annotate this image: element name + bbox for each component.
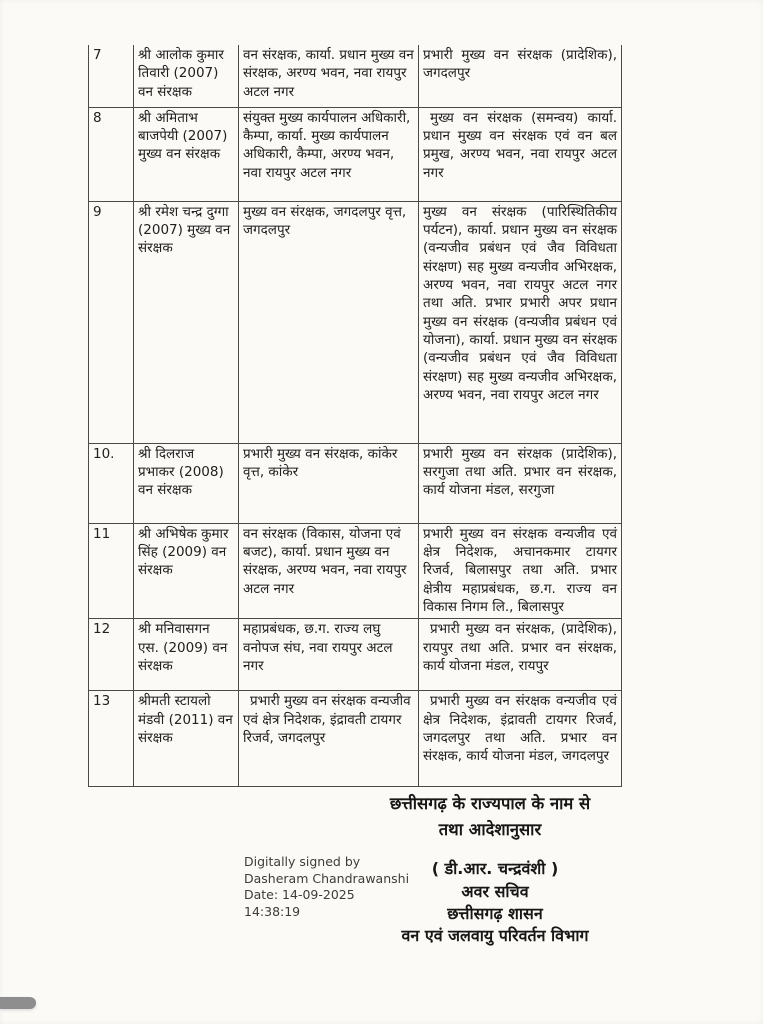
digital-signature-line: Dasheram Chandrawanshi bbox=[244, 870, 410, 886]
cell-serial-number: 12 bbox=[89, 619, 134, 691]
cell-current-posting: प्रभारी मुख्य वन संरक्षक वन्यजीव एवं क्षेत्र निदेशक, इंद्रावती टायगर रिजर्व, जगदलपुर bbox=[239, 691, 419, 787]
cell-officer-name: श्री अभिषेक कुमार सिंह (2009) वन संरक्षक bbox=[134, 523, 239, 619]
table-row bbox=[89, 201, 622, 443]
cell-officer-name: श्री दिलराज प्रभाकर (2008) वन संरक्षक bbox=[134, 443, 239, 523]
table-row bbox=[89, 443, 622, 523]
table-row bbox=[89, 691, 622, 787]
cell-current-posting: महाप्रबंधक, छ.ग. राज्य लघु वनोपज संघ, नवा रायपुर अटल नगर bbox=[239, 619, 419, 691]
order-authority-line2: तथा आदेशानुसार bbox=[438, 820, 542, 840]
cell-new-posting: प्रभारी मुख्य वन संरक्षक (प्रादेशिक), जगदलपुर bbox=[419, 45, 622, 107]
table-row bbox=[89, 523, 622, 619]
signatory-title: अवर सचिव bbox=[461, 882, 529, 902]
cell-officer-name: श्री अमिताभ बाजपेयी (2007) मुख्य वन संरक्षक bbox=[134, 107, 239, 201]
cell-new-posting: मुख्य वन संरक्षक (समन्वय) कार्या. प्रधान मुख्य वन संरक्षक एवं वन बल प्रमुख, अरण्य भवन, नवा रायपुर अटल नगर bbox=[419, 107, 622, 201]
cell-serial-number: 13 bbox=[89, 691, 134, 787]
cell-serial-number: 8 bbox=[89, 107, 134, 201]
cell-new-posting: प्रभारी मुख्य वन संरक्षक (प्रादेशिक), सरगुजा तथा अति. प्रभार वन संरक्षक, कार्य योजना मंडल, सरगुजा bbox=[419, 443, 622, 523]
digital-signature-line: Digitally signed by bbox=[244, 854, 361, 869]
cell-officer-name: श्री रमेश चन्द्र दुग्गा (2007) मुख्य वन संरक्षक bbox=[134, 201, 239, 443]
cell-officer-name: श्रीमती स्टायलो मंडवी (2011) वन संरक्षक bbox=[134, 691, 239, 787]
order-authority-heading bbox=[340, 791, 640, 843]
cell-serial-number: 11 bbox=[89, 523, 134, 619]
cell-serial-number: 7 bbox=[89, 45, 134, 107]
order-authority-line1: छत्तीसगढ़ के राज्यपाल के नाम से bbox=[389, 794, 591, 813]
transfer-order-table bbox=[88, 45, 622, 787]
cell-current-posting: मुख्य वन संरक्षक, जगदलपुर वृत्त, जगदलपुर bbox=[239, 201, 419, 443]
table-row bbox=[89, 619, 622, 691]
cell-new-posting: मुख्य वन संरक्षक (पारिस्थितिकीय पर्यटन), कार्या. प्रधान मुख्य वन संरक्षक (वन्यजीव प्रबंधन एवं जैव विविधता संरक्षण) सह मुख्य वन्यजीव अभिरक्षक, अरण्य भवन, नवा रायपुर अटल नगर तथा अति. प्रभार प्रभारी अपर प्रधान मुख्य वन संरक्षक (वन्यजीव प्रबंधन एवं योजना), कार्या. प्रधान मुख्य वन संरक्षक (वन्यजीव प्रबंधन एवं जैव विविधता संरक्षण) सह मुख्य वन्यजीव अभिरक्षक, अरण्य भवन, नवा रायपुर अटल नगर bbox=[419, 201, 622, 443]
signatory-dept: वन एवं जलवायु परिवर्तन विभाग bbox=[401, 926, 589, 946]
cell-current-posting: प्रभारी मुख्य वन संरक्षक, कांकेर वृत्त, कांकेर bbox=[239, 443, 419, 523]
signatory-org: छत्तीसगढ़ शासन bbox=[447, 904, 543, 924]
cell-new-posting: प्रभारी मुख्य वन संरक्षक वन्यजीव एवं क्षेत्र निदेशक, इंद्रावती टायगर रिजर्व, जगदलपुर तथा अति. प्रभार वन संरक्षक, कार्य योजना मंडल, जगदलपुर bbox=[419, 691, 622, 787]
cell-serial-number: 9 bbox=[89, 201, 134, 443]
cell-new-posting: प्रभारी मुख्य वन संरक्षक, (प्रादेशिक), रायपुर तथा अति. प्रभार वन संरक्षक, कार्य योजना मंडल, रायपुर bbox=[419, 619, 622, 691]
cell-new-posting: प्रभारी मुख्य वन संरक्षक वन्यजीव एवं क्षेत्र निदेशक, अचानकमार टायगर रिजर्व, बिलासपुर तथा अति. प्रभार क्षेत्रीय महाप्रबंधक, छ.ग. राज्य वन विकास निगम लि., बिलासपुर bbox=[419, 523, 622, 619]
cell-current-posting: वन संरक्षक, कार्या. प्रधान मुख्य वन संरक्षक, अरण्य भवन, नवा रायपुर अटल नगर bbox=[239, 45, 419, 107]
cell-current-posting: संयुक्त मुख्य कार्यपालन अधिकारी, कैम्पा, कार्या. मुख्य कार्यपालन अधिकारी, कैम्पा, अरण्य भवन, नवा रायपुर अटल नगर bbox=[239, 107, 419, 201]
table-row bbox=[89, 45, 622, 107]
digital-signature-date: Date: 14-09-2025 bbox=[244, 887, 355, 902]
bottom-left-ui-fragment bbox=[0, 997, 36, 1009]
cell-officer-name: श्री आलोक कुमार तिवारी (2007) वन संरक्षक bbox=[134, 45, 239, 107]
digital-signature-time: 14:38:19 bbox=[244, 903, 301, 919]
cell-current-posting: वन संरक्षक (विकास, योजना एवं बजट), कार्या. प्रधान मुख्य वन संरक्षक, अरण्य भवन, नवा रायपुर अटल नगर bbox=[239, 523, 419, 619]
table-row bbox=[89, 107, 622, 201]
signatory-name: ( डी.आर. चन्द्रवंशी ) bbox=[431, 859, 559, 878]
signatory-block bbox=[383, 858, 607, 947]
cell-officer-name: श्री मनिवासगन एस. (2009) वन संरक्षक bbox=[134, 619, 239, 691]
cell-serial-number: 10. bbox=[89, 443, 134, 523]
